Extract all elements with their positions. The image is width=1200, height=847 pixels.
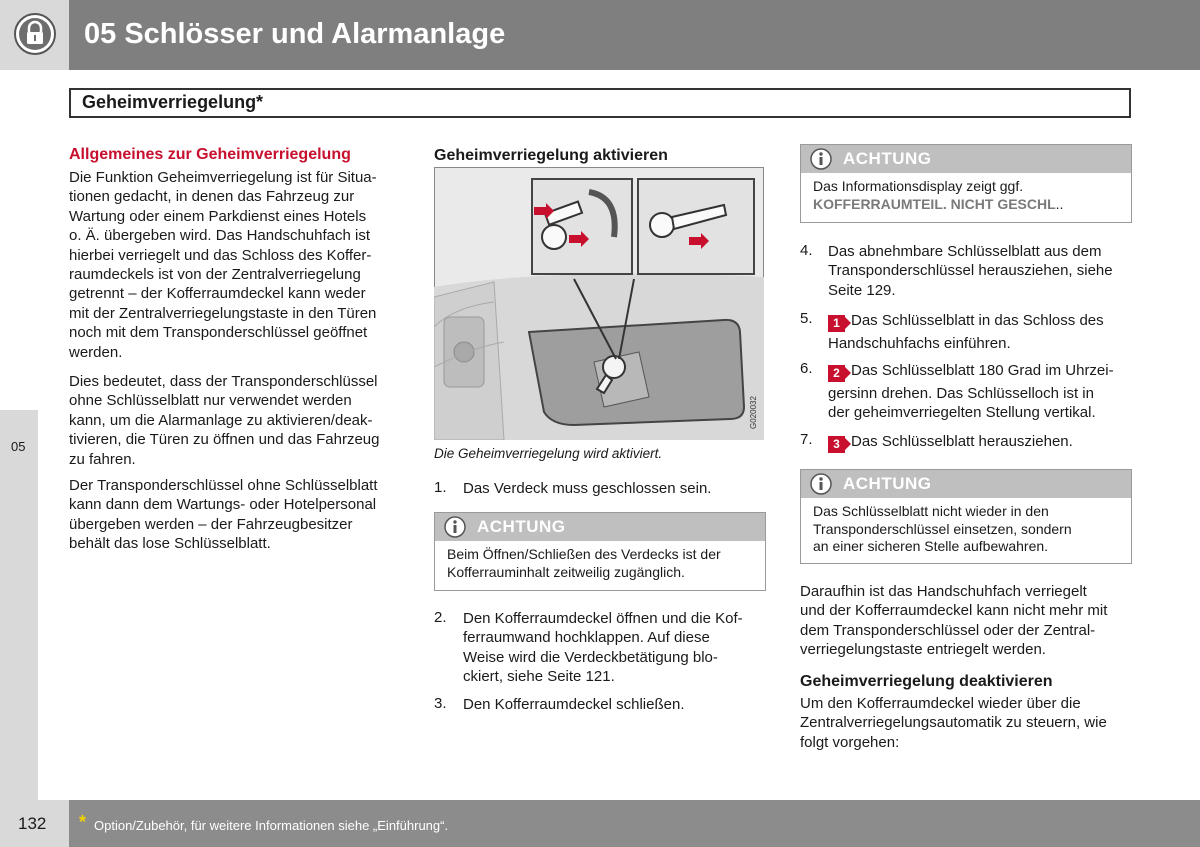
step-4-text: Das abnehmbare Schlüsselblatt aus dem Transponderschlüssel herausziehen, siehe Seite 129. [828,243,1113,299]
step-1-text: Das Verdeck muss geschlossen sein. [463,480,712,497]
figure-code: G020032 [749,396,758,429]
warning-box-display [800,144,1132,223]
warning-text: Das Informationsdisplay zeigt ggf. KOFFERRAUMTEIL. NICHT GESCHL.. [813,178,1064,212]
step-3-number: 3. [434,695,447,712]
footnote-text: Option/Zubehör, für weitere Informationen siehe „Einführung“. [94,818,449,833]
step-7-text: 3 Das Schlüsselblatt herausziehen. [828,432,1073,453]
page-number: 132 [18,814,47,833]
paragraph-result: Daraufhin ist das Handschuhfach verriegelt und der Kofferraumdeckel kann nicht mehr mit dem Transponderschlüssel oder der Zentral- verriegelungstaste entriegelt werden. [800,583,1108,659]
warning-text: Beim Öffnen/Schließen des Verdecks ist der Kofferrauminhalt zeitweilig zugänglich. [447,546,721,580]
step-2-number: 2. [434,609,447,626]
footnote-star: * [79,812,87,832]
chapter-title: 05 Schlösser und Alarmanlage [84,18,506,50]
step-5-text: 1 Das Schlüsselblatt in das Schloss des Handschuhfachs einführen. [828,312,1104,352]
paragraph-intro: Die Funktion Geheimverriegelung ist für Situa- tionen gedacht, in denen das Fahrzeug zur Wartung oder einem Parkdienst eines Hotels o. Ä. übergeben wird. Das Handschuhfach ist hierbei verriegelt und das Schloss des Koffer- raumdeckels ist von der Zentralverriegelung getrennt – der Kofferraumdeckel kann weder mit der Zentralverriegelungstaste in den Türen noch mit dem Transponderschlüssel geöffnet werden. [69,169,377,361]
paragraph-meaning: Dies bedeutet, dass der Transponderschlüssel ohne Schlüsselblatt nur verwendet werden kann, um die Alarmanlage zu aktivieren/deak- tivieren, die Türen zu öffnen und das Fahrzeug zu fahren. [69,373,380,468]
step-badge-3: 3 [828,436,845,453]
lock-icon [13,12,57,56]
figure-caption: Die Geheimverriegelung wird aktiviert. [434,446,663,461]
warning-box-verdeck [434,512,766,591]
paragraph-handover: Der Transponderschlüssel ohne Schlüsselblatt kann dann dem Wartungs- oder Hotelpersonal übergeben werden – der Fahrzeugbesitzer behält das lose Schlüsselblatt. [69,477,378,553]
warning-box-key-blade [800,469,1132,564]
step-7-number: 7. [800,431,813,448]
info-icon [444,516,466,538]
heading-general: Allgemeines zur Geheimverriegelung [69,146,351,163]
heading-activate: Geheimverriegelung aktivieren [434,147,668,164]
warning-title: ACHTUNG [477,517,566,536]
heading-deactivate: Geheimverriegelung deaktivieren [800,673,1053,690]
warning-text: Das Schlüsselblatt nicht wieder in den Transponderschlüssel einsetzen, sondern an einer sicheren Stelle aufbewahren. [813,503,1072,554]
step-2-text: Den Kofferraumdeckel öffnen und die Kof- ferraumwand hochklappen. Auf diese Weise wird die Verdeckbetätigung blo- ckiert, siehe Seite 121. [463,610,743,686]
side-chapter-tab [0,410,38,800]
warning-title: ACHTUNG [843,149,932,168]
info-icon [810,148,832,170]
step-4-number: 4. [800,242,813,259]
step-5-number: 5. [800,310,813,327]
info-icon [810,473,832,495]
figure-glovebox-lock [434,167,764,440]
step-6-text: 2 Das Schlüsselblatt 180 Grad im Uhrzei- gersinn drehen. Das Schlüsselloch ist in der geheimverriegelten Stellung vertikal. [828,362,1114,422]
side-chapter-label: 05 [11,439,26,454]
section-title: Geheimverriegelung* [82,92,264,112]
step-3-text: Den Kofferraumdeckel schließen. [463,696,685,713]
step-badge-2: 2 [828,365,845,382]
warning-title: ACHTUNG [843,474,932,493]
step-1-number: 1. [434,479,447,496]
step-6-number: 6. [800,360,813,377]
step-badge-1: 1 [828,315,845,332]
paragraph-deactivate: Um den Kofferraumdeckel wieder über die Zentralverriegelungsautomatik zu steuern, wie folgt vorgehen: [800,695,1107,751]
